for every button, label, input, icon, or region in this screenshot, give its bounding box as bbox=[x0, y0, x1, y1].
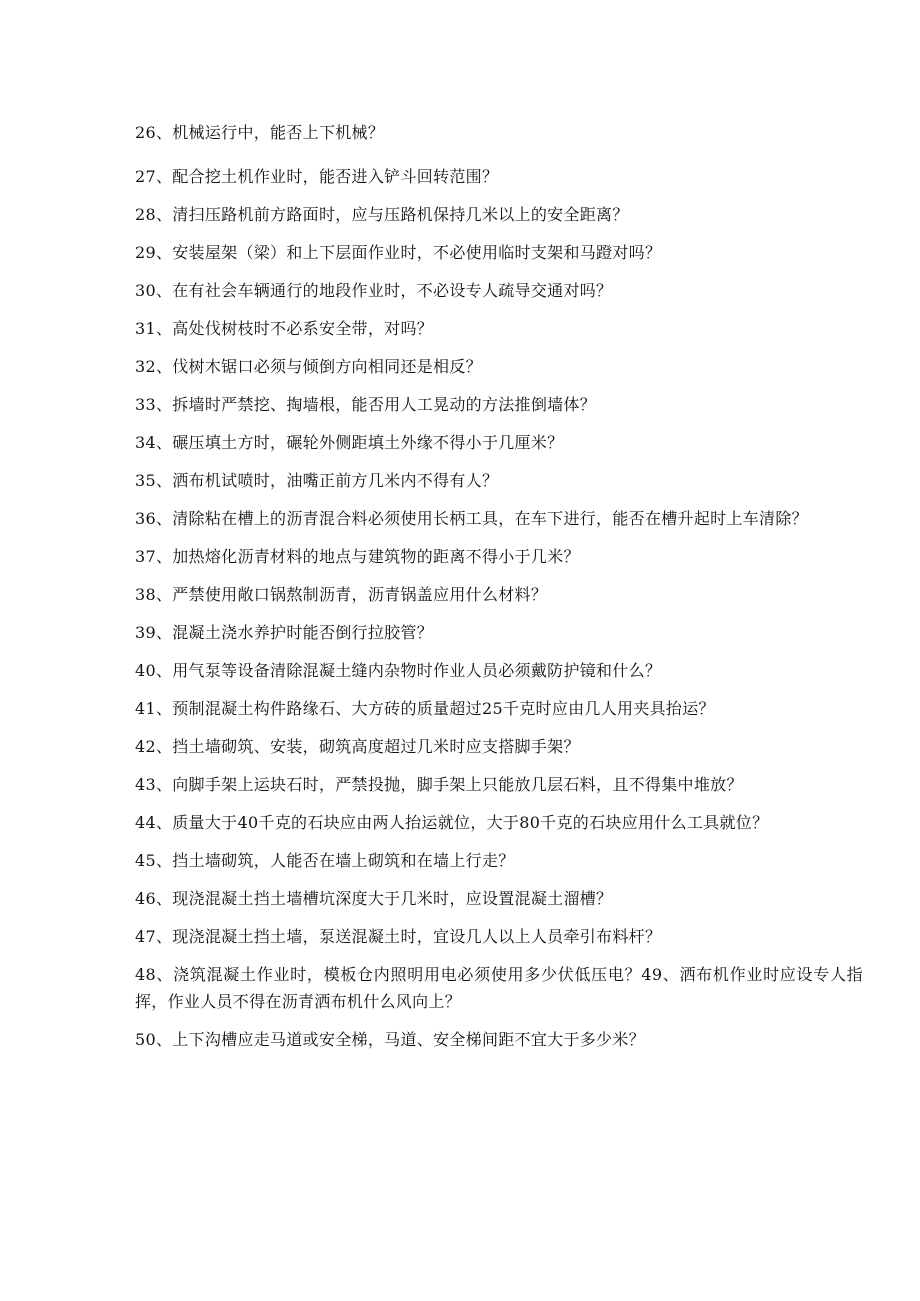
question-36: 36、清除粘在槽上的沥青混合料必须使用长柄工具，在车下进行，能否在槽升起时上车清除？ bbox=[135, 509, 808, 528]
question-37: 37、加热熔化沥青材料的地点与建筑物的距离不得小于几米？ bbox=[135, 547, 580, 566]
question-33: 33、拆墙时严禁挖、掏墙根，能否用人工晃动的方法推倒墙体？ bbox=[135, 395, 597, 414]
question-40: 40、用气泵等设备清除混凝土缝内杂物时作业人员必须戴防护镜和什么？ bbox=[135, 661, 662, 680]
question-30: 30、在有社会车辆通行的地段作业时，不必设专人疏导交通对吗？ bbox=[135, 281, 613, 300]
question-50: 50、上下沟槽应走马道或安全梯，马道、安全梯间距不宜大于多少米？ bbox=[135, 1030, 645, 1049]
question-27: 27、配合挖土机作业时，能否进入铲斗回转范围？ bbox=[135, 167, 499, 186]
question-43: 43、向脚手架上运块石时，严禁投抛，脚手架上只能放几层石料，且不得集中堆放？ bbox=[135, 775, 743, 794]
question-26: 26、机械运行中，能否上下机械？ bbox=[135, 123, 385, 142]
question-29: 29、安装屋架（梁）和上下层面作业时，不必使用临时支架和马蹬对吗？ bbox=[135, 243, 662, 262]
question-46: 46、现浇混凝土挡土墙槽坑深度大于几米时，应设置混凝土溜槽？ bbox=[135, 889, 613, 908]
question-38: 38、严禁使用敞口锅熬制沥青，沥青锅盖应用什么材料？ bbox=[135, 585, 548, 604]
question-41: 41、预制混凝土构件路缘石、大方砖的质量超过25千克时应由几人用夹具抬运？ bbox=[135, 699, 715, 718]
question-32: 32、伐树木锯口必须与倾倒方向相同还是相反？ bbox=[135, 357, 482, 376]
question-35: 35、洒布机试喷时，油嘴正前方几米内不得有人？ bbox=[135, 471, 499, 490]
question-44: 44、质量大于40千克的石块应由两人抬运就位，大于80千克的石块应用什么工具就位？ bbox=[135, 813, 769, 832]
question-list bbox=[135, 119, 863, 1064]
question-42: 42、挡土墙砌筑、安装，砌筑高度超过几米时应支搭脚手架？ bbox=[135, 737, 580, 756]
question-28: 28、清扫压路机前方路面时，应与压路机保持几米以上的安全距离？ bbox=[135, 205, 629, 224]
question-31: 31、高处伐树枝时不必系安全带，对吗？ bbox=[135, 319, 434, 338]
question-47: 47、现浇混凝土挡土墙，泵送混凝土时，宜设几人以上人员牵引布料杆？ bbox=[135, 927, 662, 946]
question-48-49: 48、浇筑混凝土作业时，模板仓内照明用电必须使用多少伏低压电？49、洒布机作业时应设专人指挥，作业人员不得在沥青洒布机什么风向上？ bbox=[135, 965, 863, 1011]
question-34: 34、碾压填土方时，碾轮外侧距填土外缘不得小于几厘米？ bbox=[135, 433, 564, 452]
question-39: 39、混凝土浇水养护时能否倒行拉胶管？ bbox=[135, 623, 434, 642]
question-45: 45、挡土墙砌筑，人能否在墙上砌筑和在墙上行走？ bbox=[135, 851, 515, 870]
